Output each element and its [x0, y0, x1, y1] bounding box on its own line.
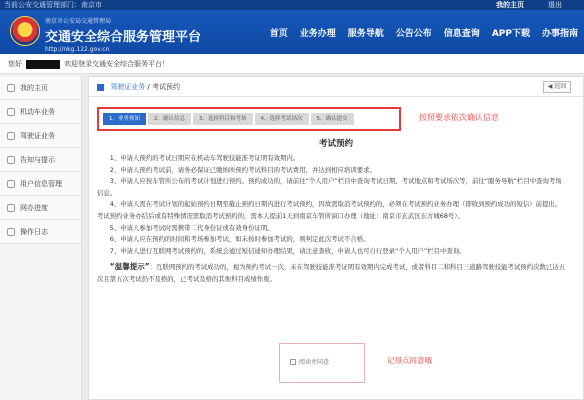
- sidebar-item-vehicle[interactable]: [0, 100, 81, 124]
- my-homepage-link[interactable]: 我的主页: [496, 1, 524, 9]
- annotation-note: 按照要求依次确认信息: [419, 113, 499, 122]
- warm-tip: [97, 261, 567, 285]
- nav-home[interactable]: 首页: [269, 29, 288, 39]
- step-1: 1、业务须知: [103, 113, 146, 125]
- sidebar-item-log[interactable]: [0, 220, 81, 244]
- main-nav: [270, 26, 578, 39]
- step-5: 5、确认提交: [311, 113, 354, 125]
- back-button-label: 返回: [554, 83, 567, 90]
- notice-paragraph: 7、申请人进行互联网考试预约的，系统会通过短信通知办理结果，请注意查收，申请人也可自行登录“个人用户”栏目中查询。: [109, 246, 466, 255]
- redacted-username: [26, 60, 60, 69]
- back-button[interactable]: ◀ 返回: [543, 81, 571, 93]
- notice-icon: [7, 156, 15, 164]
- welcome-message: 欢迎登录交通安全综合服务平台！: [64, 60, 169, 68]
- sidebar-item-label: 驾驶证业务: [20, 132, 55, 140]
- breadcrumb-current: 考试预约: [152, 83, 181, 91]
- nav-announcements[interactable]: 公告公布: [395, 29, 432, 39]
- nav-app-download[interactable]: APP下载: [491, 29, 530, 39]
- home-icon: [7, 84, 15, 92]
- agree-checkbox[interactable]: [290, 357, 329, 366]
- notice-paragraph: 5、申请人参加考试时需携带二代身份证或有效身份证明。: [109, 223, 274, 232]
- home-icon: [97, 84, 104, 91]
- sidebar-item-progress[interactable]: [0, 196, 81, 220]
- welcome-bar: [0, 54, 584, 74]
- nav-guide[interactable]: 办事指南: [541, 29, 578, 39]
- progress-steps: [103, 113, 356, 125]
- sidebar-item-user-info[interactable]: [0, 172, 81, 196]
- id-card-icon: [7, 132, 15, 140]
- notice-paragraph: 3、申请人应按车管所公布的考试计划进行预约。预约成功的，请前往“个人用户”栏目中查询考试日期、考试地点和考试场次等，前往“服务导航”栏目中查询考场信息。: [97, 177, 562, 197]
- sidebar-item-label: 告知与提示: [20, 156, 55, 164]
- notice-paragraph: 4、申请人需在考试计划的起始预约日期至截止预约日期内进行考试预约，因故需取消考试预约的，必须在考试预约业务办理（即收到预约成功的短信）前提出。考试预约业务办结后或有特殊情况需取消考试预约的，需本人提前1天到南京车管所窗口办理（地址：南京市玄武区东方城68号）。: [97, 200, 562, 220]
- notice-paragraph: 1、申请人预约的考试日期应在机动车驾驶技能准考证明有效期内。: [109, 154, 300, 162]
- warm-tip-text: ：互联网预约的考试成功的，视为预约考试一次，未在驾驶技能准考证明有效期内完成考试，或者科目二和科目三道路驾驶技能考试预约次数已达五次且第五次考试仍不及格的，已考试及格的其他科目成绩作废。: [97, 263, 566, 283]
- log-icon: [7, 228, 15, 236]
- breadcrumb-parent[interactable]: 驾驶证业务: [110, 83, 146, 91]
- steps-highlight-box: [97, 107, 401, 131]
- page-title: 考试预约: [318, 139, 353, 149]
- brand-title: 交通安全综合服务管理平台: [45, 30, 202, 45]
- sidebar: [0, 76, 82, 400]
- brand: [45, 16, 201, 53]
- step-3: 3、选择科目和考场: [193, 113, 253, 125]
- main-panel: [88, 76, 584, 400]
- notice-content: [97, 153, 567, 286]
- sidebar-item-label: 操作日志: [20, 228, 48, 236]
- checkbox-icon[interactable]: [290, 359, 296, 365]
- sidebar-item-license[interactable]: [0, 124, 81, 148]
- site-header: [0, 10, 584, 54]
- remember-note: 记得点同意哦: [387, 356, 432, 365]
- user-icon: [7, 180, 15, 188]
- sidebar-item-label: 用户信息管理: [20, 180, 62, 188]
- progress-icon: [7, 204, 15, 212]
- sidebar-item-label: 机动车业务: [20, 108, 55, 116]
- greeting: 您好: [8, 60, 22, 68]
- warm-tip-label: “温馨提示”: [109, 262, 150, 272]
- step-2: 2、确认信息: [148, 113, 191, 125]
- step-4: 4、选择考试场次: [255, 113, 309, 125]
- sidebar-item-label: 网办进度: [20, 204, 48, 212]
- nav-business[interactable]: 业务办理: [299, 29, 336, 39]
- agree-highlight-box: [279, 343, 365, 383]
- sidebar-item-label: 我的主页: [20, 84, 48, 92]
- notice-paragraph: 6、申请人应在预约的时间和考场参加考试，如未按时参加考试的，则判定此次考试不合格。: [109, 235, 370, 244]
- agree-label: 阅读并同意: [299, 359, 330, 366]
- current-department: 当前公安交通管理部门：南京市: [4, 1, 102, 9]
- top-strip: [0, 0, 584, 10]
- brand-subtitle: 南京市公安局交通管理局: [45, 18, 112, 25]
- brand-url: http://nkg.122.gov.cn: [45, 46, 110, 53]
- nav-info-query[interactable]: 信息查询: [443, 29, 480, 39]
- sidebar-item-home[interactable]: [0, 76, 81, 100]
- breadcrumb-separator: /: [147, 83, 153, 91]
- logout-link[interactable]: 退出: [548, 1, 562, 9]
- sidebar-item-notice[interactable]: [0, 148, 81, 172]
- police-badge-icon: [10, 16, 40, 46]
- breadcrumb: [89, 77, 583, 97]
- notice-paragraph: 2、申请人预约考试前，请务必保证已缴纳所预约考试科目的考试费用，并达到相应培训要求。: [109, 165, 376, 174]
- nav-service-guide[interactable]: 服务导航: [347, 29, 384, 39]
- car-icon: [7, 108, 15, 116]
